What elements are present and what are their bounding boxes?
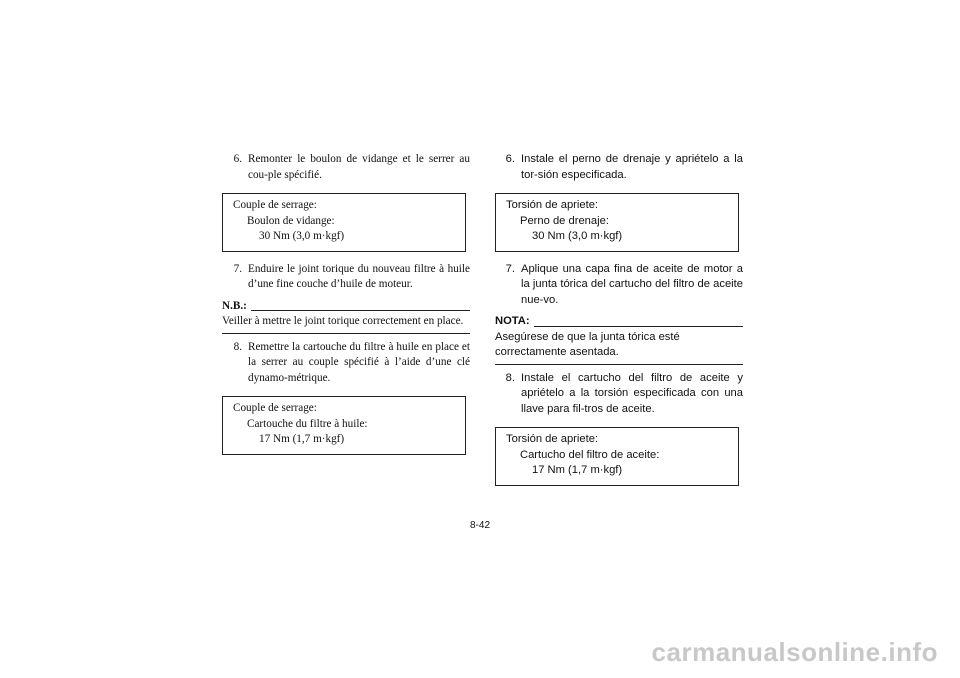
step-7-es — [495, 262, 743, 309]
spec-item: Perno de drenaje: — [520, 214, 609, 227]
spec-value: 30 Nm (3,0 m·kgf) — [259, 230, 345, 242]
step-number: 6. — [233, 153, 242, 165]
step-8-es — [495, 371, 743, 418]
step-text: Instale el perno de drenaje y apriételo a la tor-sión especificada. — [521, 153, 743, 181]
watermark: carmanualsonline.info — [651, 637, 938, 667]
note-es — [495, 314, 743, 365]
spec-value: 30 Nm (3,0 m·kgf) — [532, 230, 623, 242]
step-6-es — [495, 152, 743, 183]
step-number: 8. — [233, 340, 242, 353]
step-number: 7. — [233, 262, 242, 275]
spec-title: Torsión de apriete: — [506, 433, 599, 445]
note-text: Asegúrese de que la junta tórica esté correctamente asentada. — [495, 330, 743, 365]
spec-value: 17 Nm (1,7 m·kgf) — [532, 464, 623, 476]
french-column — [222, 152, 470, 465]
spanish-column — [495, 152, 743, 496]
step-6-fr — [222, 152, 470, 183]
torque-spec-box-drain-bolt-es — [495, 193, 739, 252]
step-text: Remonter le boulon de vidange et le serrer au cou-ple spécifié. — [248, 153, 470, 181]
note-fr — [222, 299, 470, 334]
torque-spec-box-filter-es — [495, 427, 739, 486]
step-text: Aplique una capa fina de aceite de motor a la junta tórica del cartucho del filtro de aceite nue-vo. — [521, 262, 743, 306]
spec-item: Boulon de vidange: — [247, 214, 335, 227]
step-text: Enduire le joint torique du nouveau filtre à huile d’une fine couche d’huile de moteur. — [248, 262, 470, 290]
spec-value: 17 Nm (1,7 m·kgf) — [259, 433, 345, 445]
spec-item: Cartouche du filtre à huile: — [247, 417, 368, 430]
step-number: 8. — [505, 371, 515, 384]
spec-item: Cartucho del filtro de aceite: — [520, 448, 660, 461]
note-label: N.B.: — [222, 299, 247, 312]
step-8-fr — [222, 340, 470, 387]
note-label: NOTA: — [495, 315, 530, 327]
note-text: Veiller à mettre le joint torique correctement en place. — [222, 314, 470, 334]
note-rule — [534, 326, 743, 327]
torque-spec-box-drain-bolt-fr — [222, 193, 466, 252]
step-number: 7. — [505, 262, 515, 275]
page-number: 8-42 — [470, 520, 491, 531]
spec-title: Couple de serrage: — [233, 199, 317, 211]
step-number: 6. — [505, 153, 515, 165]
step-7-fr — [222, 262, 470, 293]
step-text: Remettre la cartouche du filtre à huile en place et la serrer au couple spécifié à l’aide d’une clé dynamo-métrique. — [248, 340, 470, 384]
step-text: Instale el cartucho del filtro de aceite y apriételo a la torsión especificada con una llave para fil-tros de aceite. — [521, 371, 743, 415]
spec-title: Couple de serrage: — [233, 402, 317, 414]
note-rule — [251, 310, 470, 311]
spec-title: Torsión de apriete: — [506, 199, 599, 211]
torque-spec-box-filter-fr — [222, 396, 466, 455]
